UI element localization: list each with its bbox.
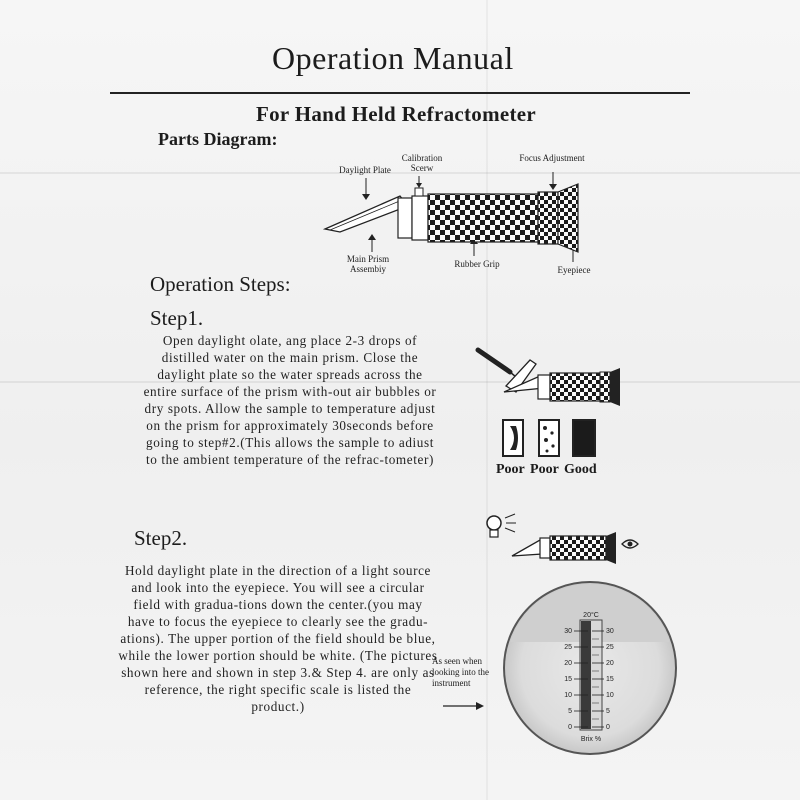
eyepiece-scale-view: [500, 580, 680, 754]
step1-refractometer-illustration: [478, 350, 620, 406]
label-main-prism-assembly: Main Prism Assembiy: [346, 254, 390, 274]
scale-tick-label: 0: [568, 724, 572, 731]
label-daylight-plate: Daylight Plate: [339, 165, 391, 175]
label-eyepiece: Eyepiece: [557, 265, 591, 275]
scale-tick-label: 5: [606, 708, 610, 715]
scale-tick-label: 25: [606, 644, 614, 651]
scale-tick-label: 20: [564, 660, 572, 667]
scale-tick-label: 5: [568, 708, 572, 715]
scale-temperature-label: 20°C: [583, 612, 599, 619]
label-focus-adjustment: Focus Adjustment: [519, 153, 585, 163]
scale-tick-label: 15: [606, 676, 614, 683]
scale-tick-label: 20: [606, 660, 614, 667]
step2-instructions: Hold daylight plate in the direction of a light source and look into the eyepiece. You will see a circular field with gradua-tions down the center.(you may have to focus the eyepiece to clearly see the gradu-ations). The upper portion of the field should be blue, while the lower portion should be white. (The pictures shown here and shown in step 3.& Step 4. are only as reference, the right specific scale is listed the product.): [118, 563, 438, 714]
step2-light-illustration: [487, 514, 638, 564]
scale-tick-label: 30: [606, 628, 614, 635]
scale-tick-label: 30: [564, 628, 572, 635]
label-calibration-screw: Calibration Scerw: [401, 153, 443, 173]
manual-title: Operation Manual: [272, 40, 514, 76]
step1-heading: Step1.: [150, 306, 204, 330]
scale-tick-label: 25: [564, 644, 572, 651]
scale-tick-label: 15: [564, 676, 572, 683]
scale-tick-label: 0: [606, 724, 610, 731]
manual-subtitle: For Hand Held Refractometer: [256, 102, 537, 126]
quality-labels: Poor Poor Good: [496, 462, 597, 477]
refractometer-parts-diagram: [325, 172, 578, 262]
parts-diagram-heading: Parts Diagram:: [158, 129, 278, 149]
sample-quality-examples: [503, 420, 595, 456]
step2-heading: Step2.: [134, 526, 188, 550]
scale-unit-label: Brix %: [580, 736, 602, 743]
label-rubber-grip: Rubber Grip: [454, 259, 500, 269]
scale-tick-label: 10: [564, 692, 572, 699]
step1-instructions: Open daylight olate, ang place 2-3 drops of distilled water on the main prism. Close the daylight plate so the water spreads across the entire surface of the prism with-out air bubbles or dry spots. Allow the sample to temperature adjust on the prism for approximately 30seconds before going to step#2.(This allows the sample to adiust to the ambient temperature of the refrac-tometer): [143, 333, 437, 467]
pointer-arrow: [443, 702, 484, 710]
eyepiece-view-caption: As seen when looking into the instrument: [432, 656, 489, 688]
scale-tick-label: 10: [606, 692, 614, 699]
operation-steps-heading: Operation Steps:: [150, 272, 291, 296]
